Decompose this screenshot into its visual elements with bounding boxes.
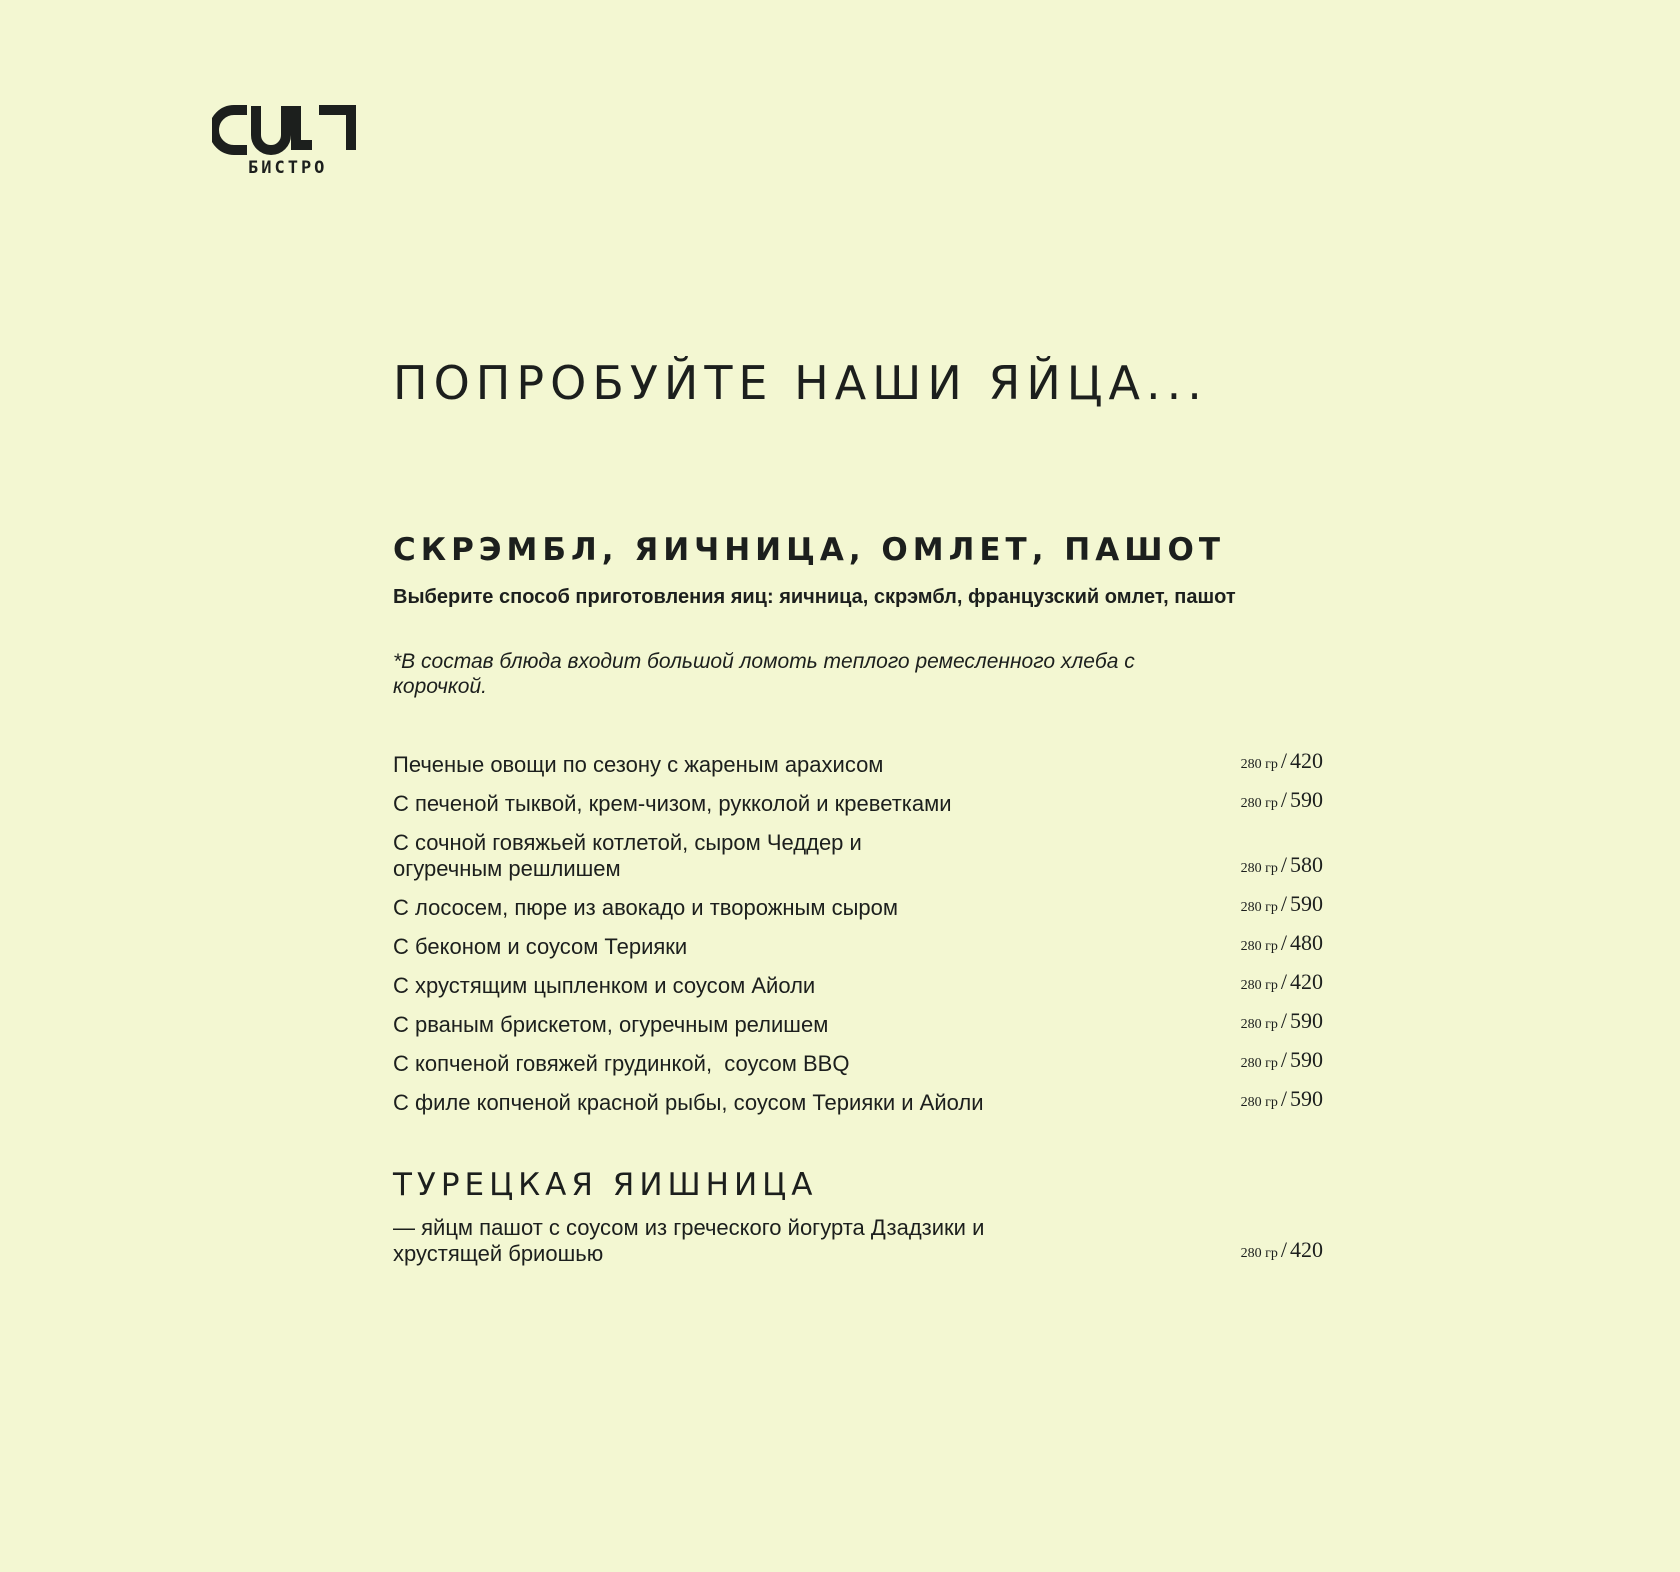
menu-item-cost: 590 — [1290, 1086, 1323, 1111]
menu-item — [393, 1047, 1323, 1077]
menu-item-weight: 280 гр — [1240, 978, 1278, 993]
menu-item — [393, 1008, 1323, 1038]
section-title-turkish: ТУРЕЦКАЯ ЯИШНИЦА — [393, 1167, 818, 1203]
menu-item-weight: 280 гр — [1240, 1095, 1278, 1110]
section-title-eggs: СКРЭМБЛ, ЯИЧНИЦА, ОМЛЕТ, ПАШОТ — [393, 532, 1225, 568]
menu-item-price: 280 гр / 420 — [1240, 969, 1323, 994]
turkish-item-price: 280 гр / 420 — [1240, 1237, 1323, 1262]
menu-item-weight: 280 гр — [1240, 861, 1278, 876]
menu-item — [393, 891, 1323, 921]
menu-item-cost: 420 — [1290, 969, 1323, 994]
menu-item-weight: 280 гр — [1240, 1056, 1278, 1071]
menu-item-name: С рваным брискетом, огуречным релишем — [393, 1012, 829, 1037]
logo-letter-c — [214, 110, 247, 150]
menu-item — [393, 748, 1323, 778]
turkish-item — [393, 1215, 1323, 1267]
logo-letter-u — [256, 106, 286, 150]
menu-item-name: С филе копченой красной рыбы, соусом Терияки и Айоли — [393, 1090, 984, 1115]
menu-item-price: 280 гр / 590 — [1240, 787, 1323, 812]
logo-letter-t — [319, 110, 351, 150]
menu-item-cost: 590 — [1290, 1047, 1323, 1072]
brand-subtitle: БИСТРО — [248, 158, 328, 178]
menu-item-weight: 280 гр — [1240, 939, 1278, 954]
menu-item — [393, 830, 1323, 882]
turkish-item-cost: 420 — [1290, 1237, 1323, 1262]
menu-item-weight: 280 гр — [1240, 900, 1278, 915]
turkish-item-weight: 280 гр — [1240, 1246, 1278, 1261]
menu-item-weight: 280 гр — [1240, 757, 1278, 772]
menu-item-cost: 590 — [1290, 891, 1323, 916]
page-title: ПОПРОБУЙТЕ НАШИ ЯЙЦА... — [393, 356, 1208, 410]
menu-list — [393, 748, 1323, 1129]
menu-item-cost: 590 — [1290, 787, 1323, 812]
menu-item — [393, 1086, 1323, 1116]
section-note: *В состав блюда входит большой ломоть теплого ремесленного хлеба с корочкой. — [393, 650, 1135, 698]
menu-item-name: С печеной тыквой, крем-чизом, рукколой и креветками — [393, 791, 952, 816]
menu-item-name: Печеные овощи по сезону с жареным арахисом — [393, 752, 884, 777]
menu-item-name: С беконом и соусом Терияки — [393, 934, 688, 959]
menu-item-price: 280 гр / 590 — [1240, 891, 1323, 916]
section-lead: Выберите способ приготовления яиц: яичница, скрэмбл, французский омлет, пашот — [393, 586, 1236, 608]
menu-item-name: С сочной говяжьей котлетой, сыром Чеддер и огуречным решлишем — [393, 830, 862, 881]
menu-item-name: С хрустящим цыпленком и соусом Айоли — [393, 973, 816, 998]
menu-item-cost: 580 — [1290, 852, 1323, 877]
turkish-item-description: — яйцм пашот с соусом из греческого йогурта Дзадзики и хрустящей бриошью — [393, 1215, 985, 1266]
menu-item — [393, 787, 1323, 817]
menu-item-cost: 590 — [1290, 1008, 1323, 1033]
logo-letter-l — [296, 106, 312, 145]
menu-item-cost: 420 — [1290, 748, 1323, 773]
menu-item-weight: 280 гр — [1240, 1017, 1278, 1032]
menu-item-price: 280 гр / 590 — [1240, 1047, 1323, 1072]
menu-item-weight: 280 гр — [1240, 796, 1278, 811]
menu-item-price: 280 гр / 580 — [1240, 852, 1323, 877]
menu-item-price: 280 гр / 590 — [1240, 1086, 1323, 1111]
menu-item — [393, 930, 1323, 960]
cult-logo-mark — [212, 104, 362, 156]
menu-item-name: С копченой говяжей грудинкой, соусом BBQ — [393, 1051, 850, 1076]
menu-item — [393, 969, 1323, 999]
brand-logo — [212, 104, 362, 178]
menu-item-price: 280 гр / 590 — [1240, 1008, 1323, 1033]
menu-item-name: С лососем, пюре из авокадо и творожным сыром — [393, 895, 899, 920]
menu-item-price: 280 гр / 420 — [1240, 748, 1323, 773]
menu-item-price: 280 гр / 480 — [1240, 930, 1323, 955]
menu-item-cost: 480 — [1290, 930, 1323, 955]
